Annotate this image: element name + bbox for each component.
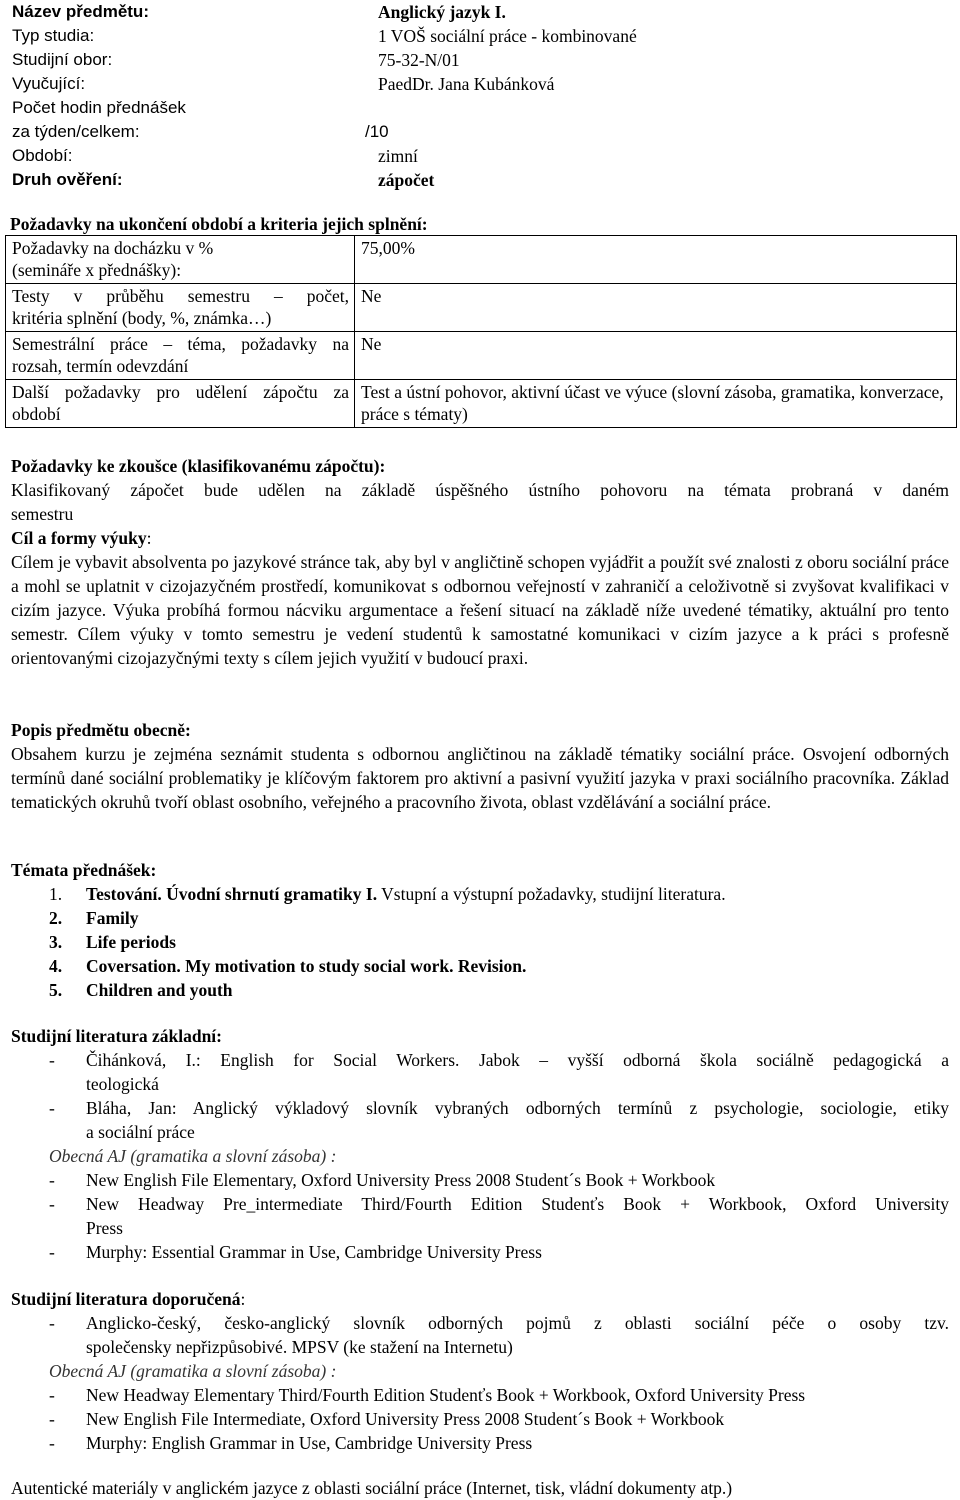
requirement-row-attendance (6, 236, 957, 284)
literature-subhead: Obecná AJ (gramatika a slovní zásoba) : (49, 1361, 337, 1381)
literature-recommended-heading (11, 1287, 949, 1311)
hours-week-value: /10 (365, 122, 389, 141)
header-row-study-field (10, 48, 950, 72)
requirement-label-line: kritéria splnění (body, %, známka…) (12, 308, 272, 328)
literature-item: - Bláha, Jan: Anglický výkladový slovník vybraných odborných termínů z psychologie, sociologie, etiky a sociální práce (49, 1098, 949, 1142)
study-type-value: 1 VOŠ sociální práce - kombinované (378, 26, 637, 46)
requirement-label-line: Testy v průběhu semestru – počet, (12, 286, 349, 306)
requirements-table (5, 235, 957, 428)
goal-heading (11, 526, 949, 550)
header-row-hours-week (10, 120, 950, 144)
topic-item (11, 882, 949, 906)
literature-item: - New English File Elementary, Oxford University Press 2008 Student´s Book + Workbook (49, 1170, 716, 1190)
requirement-row-tests (6, 284, 957, 332)
goal-text: Cílem je vybavit absolventa po jazykové stránce tak, aby byl v angličtině schopen vyjádřit a použít své znalosti z oboru sociální práce a mohl se uplatnit v cizojazyčném prostředí, komunikovat s odbornou veřejností v zahraničí a celoživotně si zvyšovat kvalifikaci v cizím jazyce. Výuka probíhá formou nácviku argumentace a řešení situací na základě níže uvedené tématiky, aktuální pro tento semestr. Cílem výuky v tomto semestru je vedení studentů k samostatné komunikaci v cizím jazyce a k práci s profesně orientovanými cizojazyčnými texty s cílem jejich využití v budoucí praxi. (11, 552, 949, 668)
literature-item: - New Headway Pre_intermediate Third/Fourth Edition Studenťs Book + Workbook, Oxford University Press (49, 1194, 949, 1238)
header-row-period (10, 144, 950, 168)
topic-item (11, 954, 949, 978)
requirement-value-tests: Ne (355, 284, 957, 332)
course-name-value: Anglický jazyk I. (378, 2, 506, 22)
literature-item: - New English File Intermediate, Oxford University Press 2008 Student´s Book + Workbook (49, 1409, 725, 1429)
description-section (11, 718, 949, 814)
requirement-row-semester-work (6, 332, 957, 380)
requirement-label-semester-work (6, 332, 355, 380)
topic-bold: Family (86, 908, 139, 928)
goal-title-colon: : (146, 528, 152, 548)
topics-title: Témata přednášek: (11, 860, 157, 880)
header-row-study-type (10, 24, 950, 48)
literature-item: - Murphy: Essential Grammar in Use, Cambridge University Press (49, 1242, 542, 1262)
study-field-value: 75-32-N/01 (378, 50, 460, 70)
exam-title: Požadavky ke zkoušce (klasifikovanému zápočtu): (11, 456, 386, 476)
requirement-label-line: rozsah, termín odevzdání (12, 356, 189, 376)
description-title: Popis předmětu obecně: (11, 720, 191, 740)
topic-number: 5. (49, 980, 63, 1000)
literature-line: společensky nepřizpůsobivé. MPSV (ke stažení na Internetu) (86, 1337, 513, 1357)
period-value: zimní (378, 146, 418, 166)
requirement-label-line: Semestrální práce – téma, požadavky na (12, 334, 349, 354)
topic-text (86, 882, 726, 906)
topic-item (11, 978, 949, 1002)
requirement-label-line: (semináře x přednášky): (12, 260, 182, 280)
study-type-label: Typ studia: (12, 26, 95, 45)
requirement-label-line: Požadavky na docházku v % (12, 238, 214, 258)
exam-text-line: semestru (11, 504, 74, 524)
requirement-value-attendance: 75,00% (355, 236, 957, 284)
requirement-label-line: Další požadavky pro udělení zápočtu za (12, 382, 349, 402)
course-name-label: Název předmětu: (12, 2, 149, 21)
literature-basic-section (11, 1024, 949, 1264)
literature-line: Murphy: Essential Grammar in Use, Cambridge University Press (86, 1242, 542, 1262)
study-field-label: Studijní obor: (12, 50, 113, 69)
literature-recommended-colon: : (240, 1289, 246, 1309)
requirement-row-other (6, 380, 957, 428)
topic-bold: Coversation. My motivation to study social work. Revision. (86, 956, 527, 976)
literature-line: Čihánková, I.: English for Social Workers. Jabok – vyšší odborná škola sociálně pedagogická a (86, 1050, 949, 1070)
teacher-value: PaedDr. Jana Kubánková (378, 74, 555, 94)
exam-section (11, 454, 949, 670)
topic-number: 4. (49, 956, 63, 976)
literature-item: - Anglicko-český, česko-anglický slovník odborných pojmů z oblasti sociální péče o osoby tzv. společensky nepřizpůsobivé. MPSV (ke stažení na Internetu) (49, 1313, 949, 1357)
literature-basic-title: Studijní literatura základní: (11, 1026, 222, 1046)
header-row-teacher (10, 72, 950, 96)
requirement-label-attendance (6, 236, 355, 284)
literature-item: - New Headway Elementary Third/Fourth Edition Studenťs Book + Workbook, Oxford University Press (49, 1385, 806, 1405)
requirement-value-other: Test a ústní pohovor, aktivní účast ve výuce (slovní zásoba, gramatika, konverzace, práce s tématy) (355, 380, 957, 428)
teacher-label: Vyučující: (12, 74, 86, 93)
header-row-course-name (10, 0, 950, 24)
literature-line: Bláha, Jan: Anglický výkladový slovník vybraných odborných termínů z psychologie, sociologie, etiky (86, 1098, 949, 1118)
requirement-value-semester-work: Ne (355, 332, 957, 380)
literature-recommended-section (11, 1287, 949, 1455)
literature-line: New Headway Elementary Third/Fourth Edition Studenťs Book + Workbook, Oxford University Press (86, 1385, 806, 1405)
literature-line: a sociální práce (86, 1122, 195, 1142)
header-row-verification (10, 168, 950, 192)
verification-value: zápočet (378, 170, 435, 190)
topics-heading (11, 858, 949, 882)
literature-line: Murphy: English Grammar in Use, Cambridge University Press (86, 1433, 533, 1453)
course-header (10, 0, 950, 192)
header-row-hours (10, 96, 950, 120)
hours-label: Počet hodin přednášek (12, 98, 186, 117)
topic-number: 3. (49, 932, 63, 952)
topic-bold: Life periods (86, 932, 176, 952)
topics-section (11, 858, 949, 1002)
requirements-title: Požadavky na ukončení období a kriteria jejich splnění: (10, 214, 428, 234)
literature-subhead: Obecná AJ (gramatika a slovní zásoba) : (49, 1146, 337, 1166)
literature-line: teologická (86, 1074, 159, 1094)
literature-item: - Murphy: English Grammar in Use, Cambridge University Press (49, 1433, 533, 1453)
topic-bold: Testování. Úvodní shrnutí gramatiky I. (86, 884, 378, 904)
literature-line: Press (86, 1218, 123, 1238)
period-label: Období: (12, 146, 73, 165)
topic-rest: Vstupní a výstupní požadavky, studijní literatura. (377, 884, 726, 904)
requirement-label-tests (6, 284, 355, 332)
literature-line: Anglicko-český, česko-anglický slovník odborných pojmů z oblasti sociální péče o osoby tzv. (86, 1313, 949, 1333)
requirement-label-line: období (12, 404, 61, 424)
literature-line: New Headway Pre_intermediate Third/Fourth Edition Studenťs Book + Workbook, Oxford University (86, 1194, 949, 1214)
literature-item: - Čihánková, I.: English for Social Workers. Jabok – vyšší odborná škola sociálně pedagogická a teologická (49, 1050, 949, 1094)
topic-number: 1. (49, 884, 63, 904)
literature-line: New English File Intermediate, Oxford University Press 2008 Student´s Book + Workbook (86, 1409, 725, 1429)
authentic-materials-note: Autentické materiály v anglickém jazyce z oblasti sociální práce (Internet, tisk, vládní dokumenty atp.) (11, 1478, 733, 1498)
topic-item (11, 930, 949, 954)
verification-label: Druh ověření: (12, 170, 123, 189)
description-text: Obsahem kurzu je zejména seznámit studenta s odbornou angličtinou na základě tématiky sociální práce. Osvojení odborných termínů dané sociální problematiky je klíčovým faktorem pro aktivní a pasivní využití jazyka v praxi sociálního pracovníka. Základ tematických okruhů tvoří oblast osobního, veřejného a pracovního života, oblast vzdělávání a sociální práce. (11, 744, 949, 812)
goal-title: Cíl a formy výuky (11, 528, 147, 548)
literature-recommended-title: Studijní literatura doporučená (11, 1289, 241, 1309)
topic-bold: Children and youth (86, 980, 233, 1000)
requirement-label-other (6, 380, 355, 428)
literature-line: New English File Elementary, Oxford University Press 2008 Student´s Book + Workbook (86, 1170, 716, 1190)
exam-text-line: Klasifikovaný zápočet bude udělen na základě úspěšného ústního pohovoru na témata probraná v daném (11, 480, 949, 500)
hours-week-label: za týden/celkem: (12, 122, 140, 141)
topic-number: 2. (49, 908, 63, 928)
topic-item (11, 906, 949, 930)
